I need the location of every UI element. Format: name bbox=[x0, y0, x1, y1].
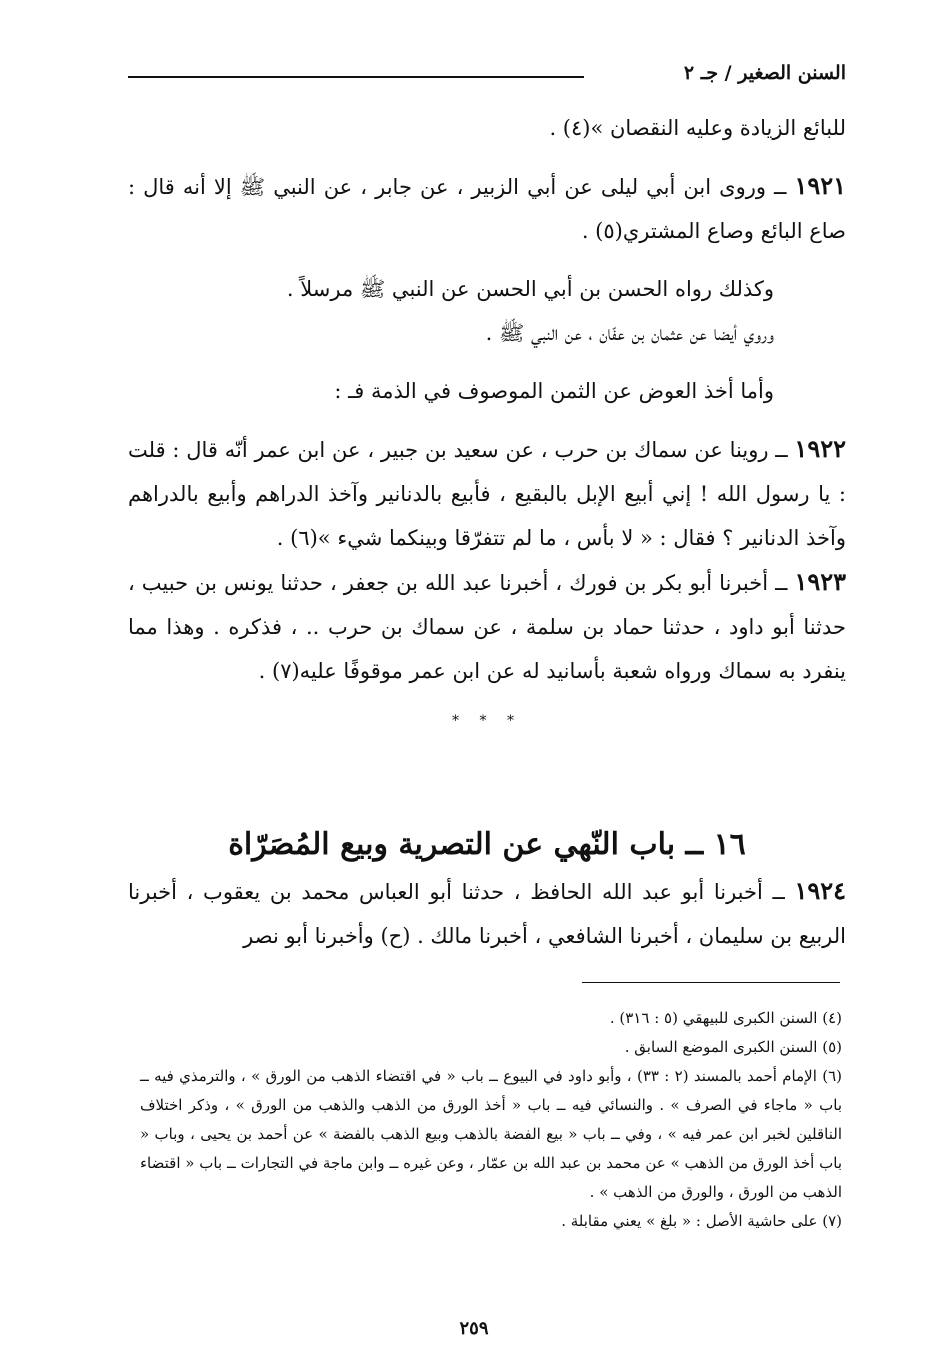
footnote-5: (٥) السنن الكبرى الموضع السابق . bbox=[624, 1038, 842, 1056]
hadith-1922 bbox=[128, 427, 846, 560]
chapter-title: ١٦ ــ باب النّهي عن التصرية وبيع المُصَرّاة bbox=[228, 827, 746, 862]
hadith-1923 bbox=[128, 560, 846, 693]
running-header bbox=[128, 58, 846, 92]
header-title: السنن الصغير / جـ ٢ bbox=[683, 62, 846, 84]
footnote-6: (٦) الإمام أحمد بالمسند (٢ : ٣٣) ، وأبو داود في البيوع ــ باب « في اقتضاء الذهب من الورق » ، والترمذي فيه ــ باب « ماجاء في الصرف » . والنسائي فيه ــ باب « أخذ الورق من الذهب والذهب من الورق » ، وذكر اختلاف الناقلين لخبر ابن عمر فيه » ، وفي ــ باب « بيع الفضة بالذهب وبيع الذهب بالفضة » عن أحمد بن يحيى ، وباب « باب أخذ الورق من الذهب » عن محمد بن عبد الله بن عمّار ، وعن غيره ــ وابن ماجة في التجارات ــ باب « اقتضاء الذهب من الورق ، والورق من الذهب » . bbox=[140, 1067, 842, 1201]
hadith-text: ــ وروى ابن أبي ليلى عن أبي الزبير ، عن جابر ، عن النبي ﷺ إلا أنه قال : صاع البائع وصاع المشتري(٥) . bbox=[128, 175, 846, 243]
footnotes bbox=[140, 1004, 842, 1236]
hadith-number: ١٩٢٤ bbox=[794, 876, 846, 905]
page-number: ٢٥٩ bbox=[459, 1318, 489, 1339]
hadith-text: ــ أخبرنا أبو بكر بن فورك ، أخبرنا عبد الله بن جعفر ، حدثنا يونس بن حبيب ، حدثنا أبو داود ، حدثنا حماد بن سلمة ، عن سماك بن حرب .. ، فذكره . وهذا مما ينفرد به سماك ورواه شعبة بأسانيد له عن ابن عمر موقوفًا عليه(٧) . bbox=[128, 571, 846, 683]
paragraph-note-iwad bbox=[128, 369, 846, 413]
paragraph-text: وأما أخذ العوض عن الثمن الموصوف في الذمة فـ : bbox=[334, 379, 774, 403]
paragraph-note-uthman bbox=[128, 311, 846, 355]
hadith-text: ــ أخبرنا أبو عبد الله الحافظ ، حدثنا أبو العباس محمد بن يعقوب ، أخبرنا الربيع بن سليمان ، أخبرنا الشافعي ، أخبرنا مالك . (ح) وأخبرنا أبو نصر bbox=[128, 880, 846, 948]
hadith-number: ١٩٢١ bbox=[794, 171, 846, 200]
footnote-4: (٤) السنن الكبرى للبيهقي (٥ : ٣١٦) . bbox=[609, 1009, 842, 1027]
paragraph-text: للبائع الزيادة وعليه النقصان »(٤) . bbox=[549, 116, 846, 140]
hadith-1924 bbox=[128, 869, 846, 958]
footnote-rule bbox=[582, 982, 840, 983]
paragraph-text: وكذلك رواه الحسن بن أبي الحسن عن النبي ﷺ مرسلاً . bbox=[286, 277, 774, 301]
paragraph-note-hasan bbox=[128, 267, 846, 311]
section-separator: * * * bbox=[452, 713, 522, 729]
hadith-number: ١٩٢٢ bbox=[794, 434, 846, 463]
main-text bbox=[128, 106, 846, 958]
paragraph-continuation bbox=[128, 106, 846, 150]
paragraph-text: وروي أيضا عن عثمان بن عفّان ، عن النبي ﷺ . bbox=[485, 321, 774, 345]
header-rule bbox=[128, 76, 584, 78]
hadith-text: ــ روينا عن سماك بن حرب ، عن سعيد بن جبير ، عن ابن عمر أنّه قال : قلت : يا رسول الله ! إني أبيع الإبل بالبقيع ، فأبيع بالدنانير وآخذ الدراهم وأبيع بالدراهم وآخذ الدنانير ؟ فقال : « لا بأس ، ما لم تتفرّقا وبينكما شيء »(٦) . bbox=[128, 438, 846, 550]
hadith-number: ١٩٢٣ bbox=[794, 567, 847, 596]
footnote-7: (٧) على حاشية الأصل : « بلغ » يعني مقابلة . bbox=[561, 1212, 842, 1230]
hadith-1921 bbox=[128, 164, 846, 253]
